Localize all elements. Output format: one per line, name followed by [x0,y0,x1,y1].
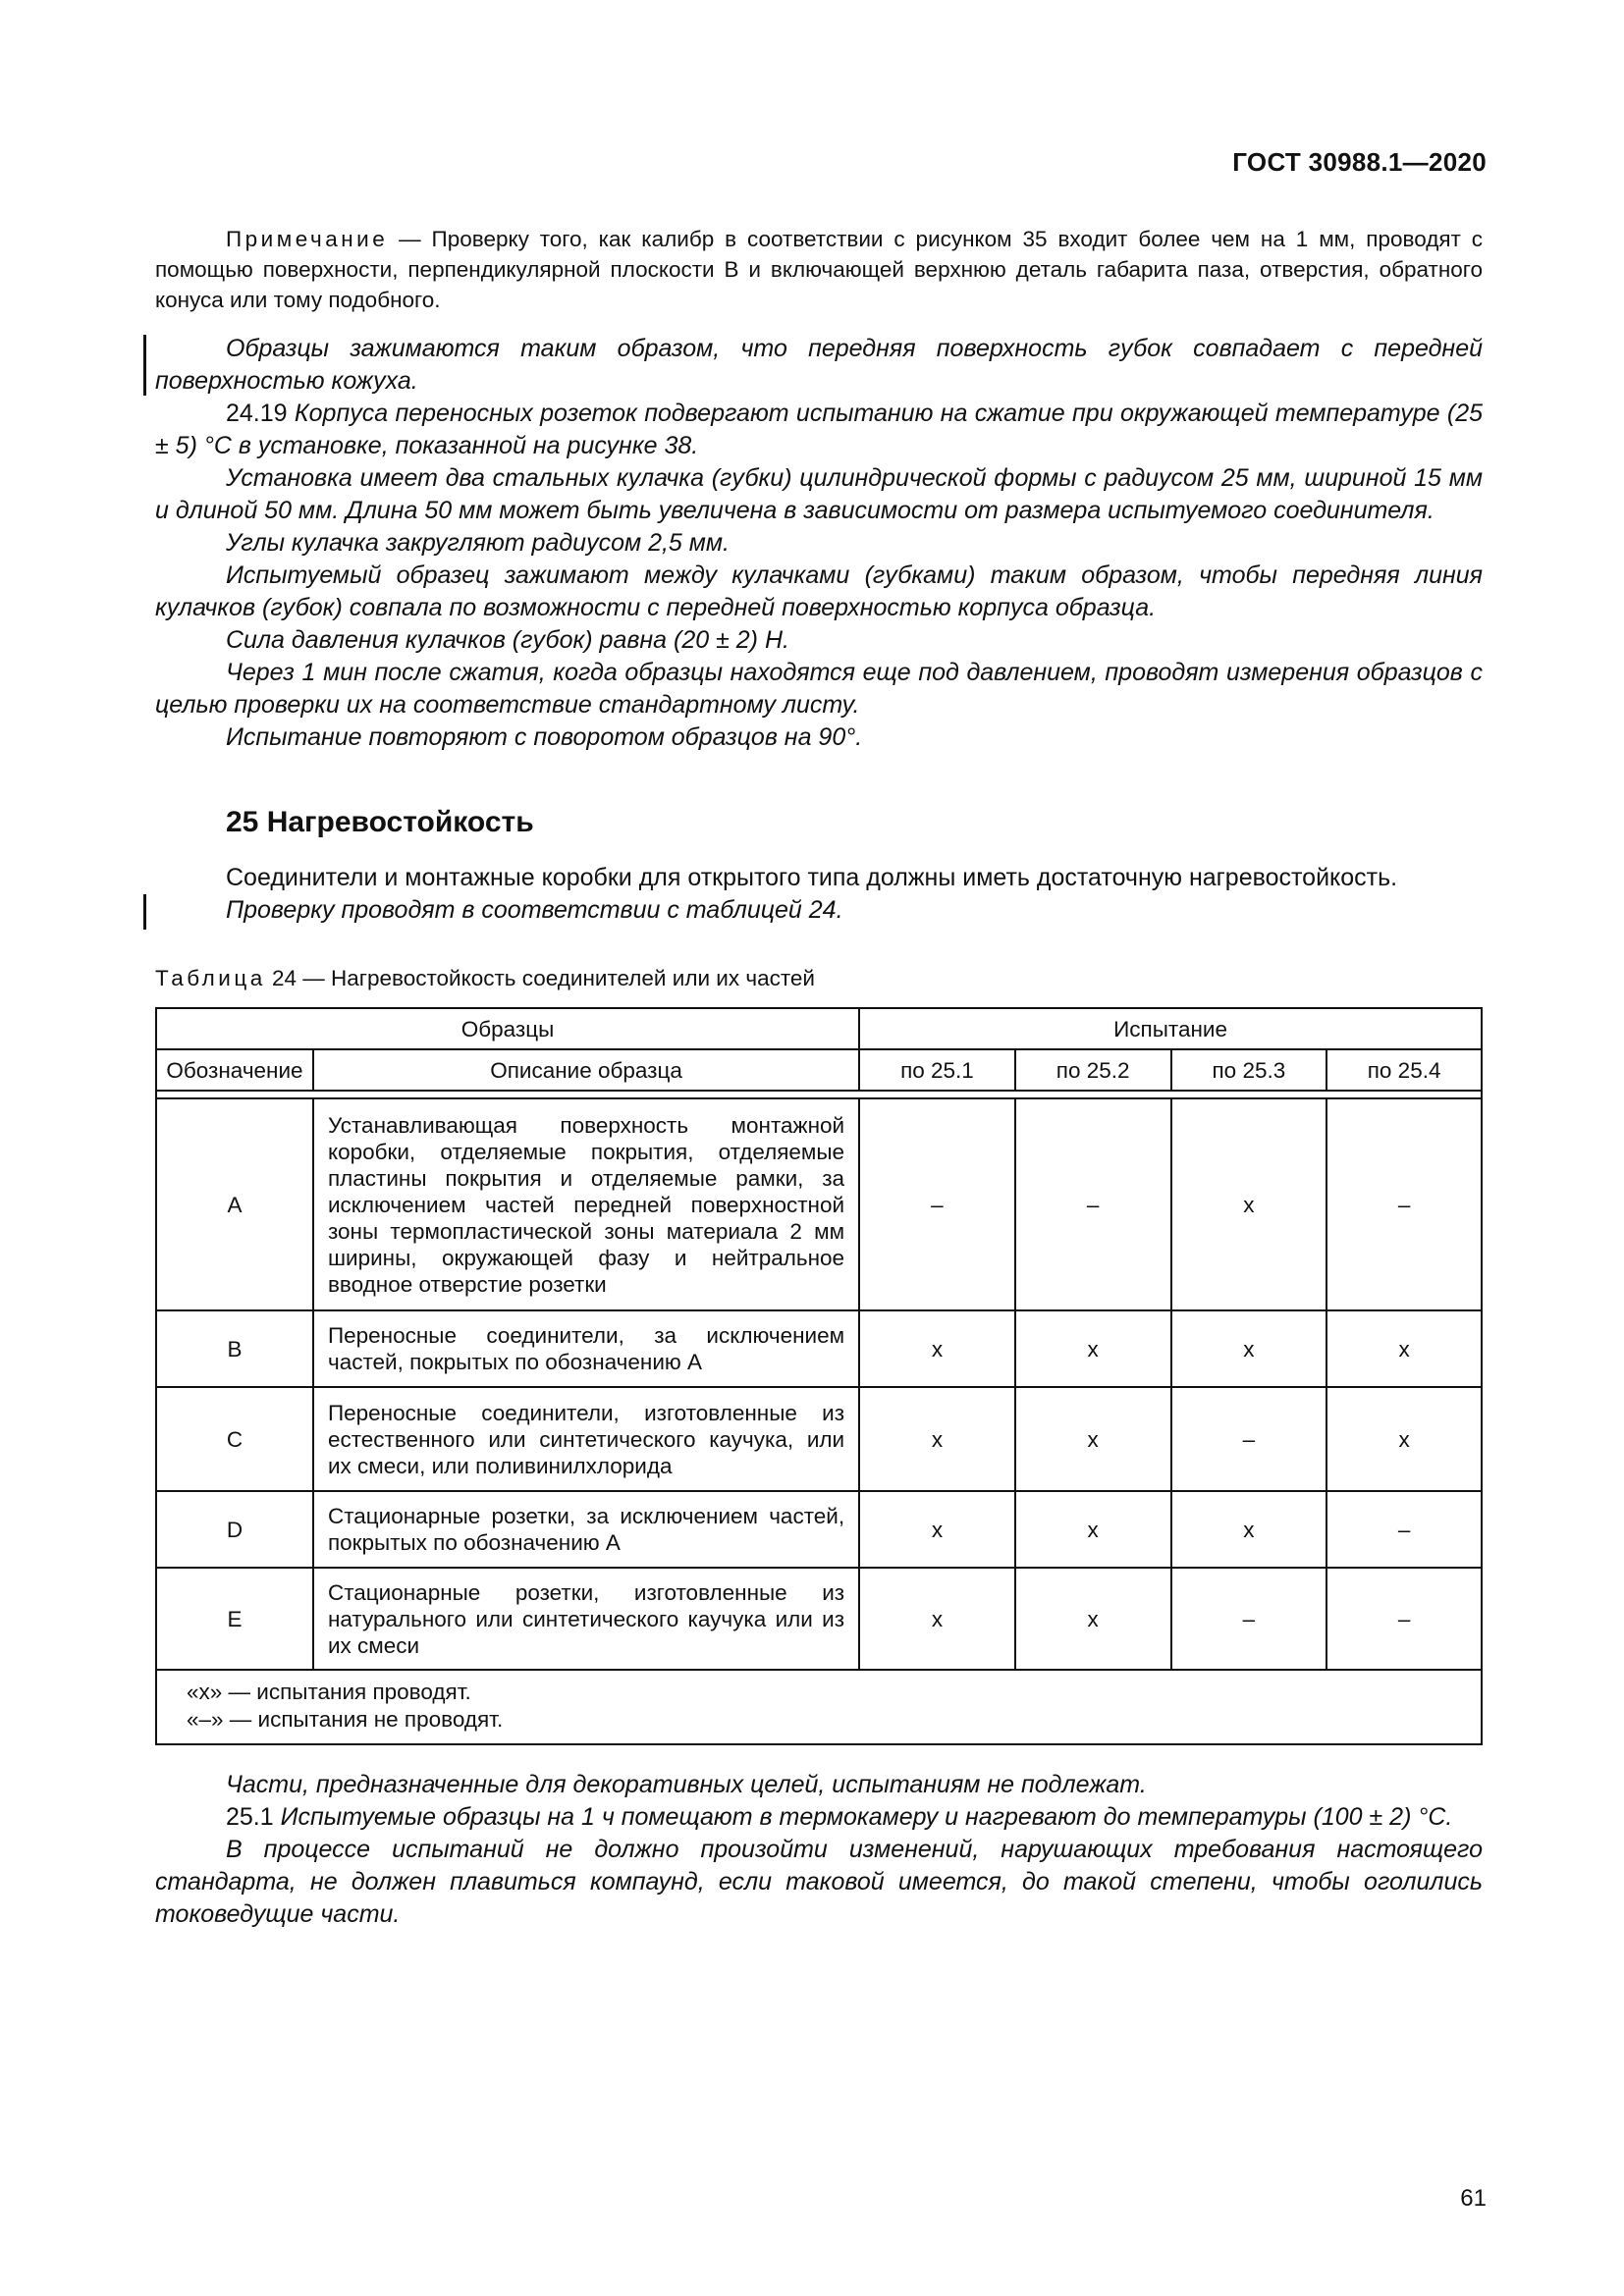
section-title: 25 Нагревостойкость [226,806,534,838]
table-caption [155,964,1483,993]
row-description: Переносные соединители, изготовленные из естественного или синтетического каучука, или их смеси, или поливинилхлорида [313,1387,859,1491]
change-bar [143,335,146,396]
row-mark: x [1015,1310,1171,1387]
measure-paragraph: Через 1 мин после сжатия, когда образцы находятся еще под давлением, проводят измерения образцов с целью проверки их на соответствие стандартному листу. [155,659,1483,719]
group-header-samples: Образцы [156,1008,859,1049]
table-row [156,1387,1482,1491]
row-mark: x [859,1310,1015,1387]
force-paragraph: Сила давления кулачков (губок) равна (20 ± 2) Н. [226,626,789,654]
row-mark: x [1326,1387,1482,1491]
column-header-test-25-3: по 25.3 [1171,1049,1327,1091]
row-mark: x [1171,1310,1327,1387]
row-mark: x [1015,1387,1171,1491]
separator-cell [156,1091,1482,1098]
change-block-2 [155,894,1483,927]
check-paragraph: Проверку проводят в соответствии с таблицей 24. [226,896,843,924]
page-number: 61 [1460,2185,1487,2212]
clause-text: Корпуса переносных розеток подвергают испытанию на сжатие при окружающей температуре (25 ± 5) °С в установке, показанной на рисунке 38. [155,400,1483,459]
change-bar [143,894,146,930]
row-code: C [156,1387,313,1491]
row-mark: – [1326,1568,1482,1670]
row-mark: – [1326,1098,1482,1310]
table-row [156,1568,1482,1670]
clause-number: 25.1 [226,1803,274,1831]
row-mark: x [1015,1491,1171,1568]
row-code: B [156,1310,313,1387]
row-mark: x [1015,1568,1171,1670]
row-mark: x [859,1568,1015,1670]
row-description: Переносные соединители, за исключением частей, покрытых по обозначению А [313,1310,859,1387]
row-mark: x [1171,1098,1327,1310]
row-mark: – [1326,1491,1482,1568]
table-row [156,1098,1482,1310]
clause-text: Испытуемые образцы на 1 ч помещают в термокамеру и нагревают до температуры (100 ± 2) °С. [273,1803,1453,1831]
row-mark: – [1171,1387,1327,1491]
column-header-designation: Обозначение [156,1049,313,1091]
note-paragraph [155,224,1483,315]
legend-performed: «x» — испытания проводят. [187,1680,471,1704]
clause-24-19 [155,398,1483,462]
note-label: Примечание [226,227,389,251]
row-description: Устанавливающая поверхность монтажной коробки, отделяемые покрытия, отделяемые пластины покрытия и отделяемые рамки, за исключением частей передней поверхностной зоны термопластической зоны материала 2 мм ширины, окружающей фазу и нейтральное вводное отверстие розетки [313,1098,859,1310]
final-paragraph: В процессе испытаний не должно произойти изменений, нарушающих требования настоящего стандарта, не должен плавиться компаунд, если таковой имеется, до такой степени, чтобы оголились токоведущие части. [155,1836,1483,1928]
page-content [155,224,1483,1931]
column-header-test-25-1: по 25.1 [859,1049,1015,1091]
row-code: E [156,1568,313,1670]
column-header-test-25-2: по 25.2 [1015,1049,1171,1091]
table-caption-text: 24 — Нагревостойкость соединителей или их частей [265,966,815,990]
setup-paragraph: Установка имеет два стальных кулачка (губки) цилиндрической формы с радиусом 25 мм, шириной 15 мм и длиной 50 мм. Длина 50 мм может быть увеличена в зависимости от размера испытуемого соединителя. [155,464,1483,524]
table-legend-row [156,1670,1482,1744]
row-mark: x [859,1387,1015,1491]
row-mark: x [859,1491,1015,1568]
clause-number: 24.19 [226,400,288,427]
repeat-paragraph: Испытание повторяют с поворотом образцов на 90°. [226,723,863,751]
table-caption-label: Таблица [155,966,266,990]
row-mark: x [1171,1491,1327,1568]
group-header-test: Испытание [859,1008,1482,1049]
row-description: Стационарные розетки, изготовленные из натурального или синтетического каучука или из их смеси [313,1568,859,1670]
clamp-paragraph: Образцы зажимаются таким образом, что передняя поверхность губок совпадает с передней поверхностью кожуха. [155,335,1483,395]
table-legend [156,1670,1482,1744]
row-code: D [156,1491,313,1568]
section-intro: Соединители и монтажные коробки для открытого типа должны иметь достаточную нагревостойкость. [226,864,1398,891]
specimen-paragraph: Испытуемый образец зажимают между кулачками (губками) таким образом, чтобы передняя линия кулачков (губок) совпала по возможности с передней поверхностью корпуса образца. [155,561,1483,621]
row-mark: – [1015,1098,1171,1310]
row-mark: – [1171,1568,1327,1670]
decorative-parts-paragraph: Части, предназначенные для декоративных целей, испытаниям не подлежат. [226,1771,1147,1798]
note-text: — Проверку того, как калибр в соответствии с рисунком 35 входит более чем на 1 мм, проводят с помощью поверхности, перпендикулярной плоскости В и включающей верхнюю деталь габарита паза, отверстия, обратного конуса или тому подобного. [155,227,1483,312]
table-row [156,1310,1482,1387]
heat-resistance-table [155,1007,1483,1745]
document-id: ГОСТ 30988.1—2020 [1232,147,1487,177]
clause-25-1 [155,1801,1483,1834]
legend-not-performed: «–» — испытания не проводят. [187,1707,504,1732]
table-header-separator [156,1091,1482,1098]
row-mark: – [859,1098,1015,1310]
column-header-description: Описание образца [313,1049,859,1091]
row-description: Стационарные розетки, за исключением частей, покрытых по обозначению А [313,1491,859,1568]
table-row [156,1491,1482,1568]
corner-paragraph: Углы кулачка закругляют радиусом 2,5 мм. [226,529,731,557]
row-mark: x [1326,1310,1482,1387]
row-code: A [156,1098,313,1310]
column-header-test-25-4: по 25.4 [1326,1049,1482,1091]
change-block-1 [155,333,1483,398]
table-column-header-row [156,1049,1482,1091]
table-group-header-row [156,1008,1482,1049]
